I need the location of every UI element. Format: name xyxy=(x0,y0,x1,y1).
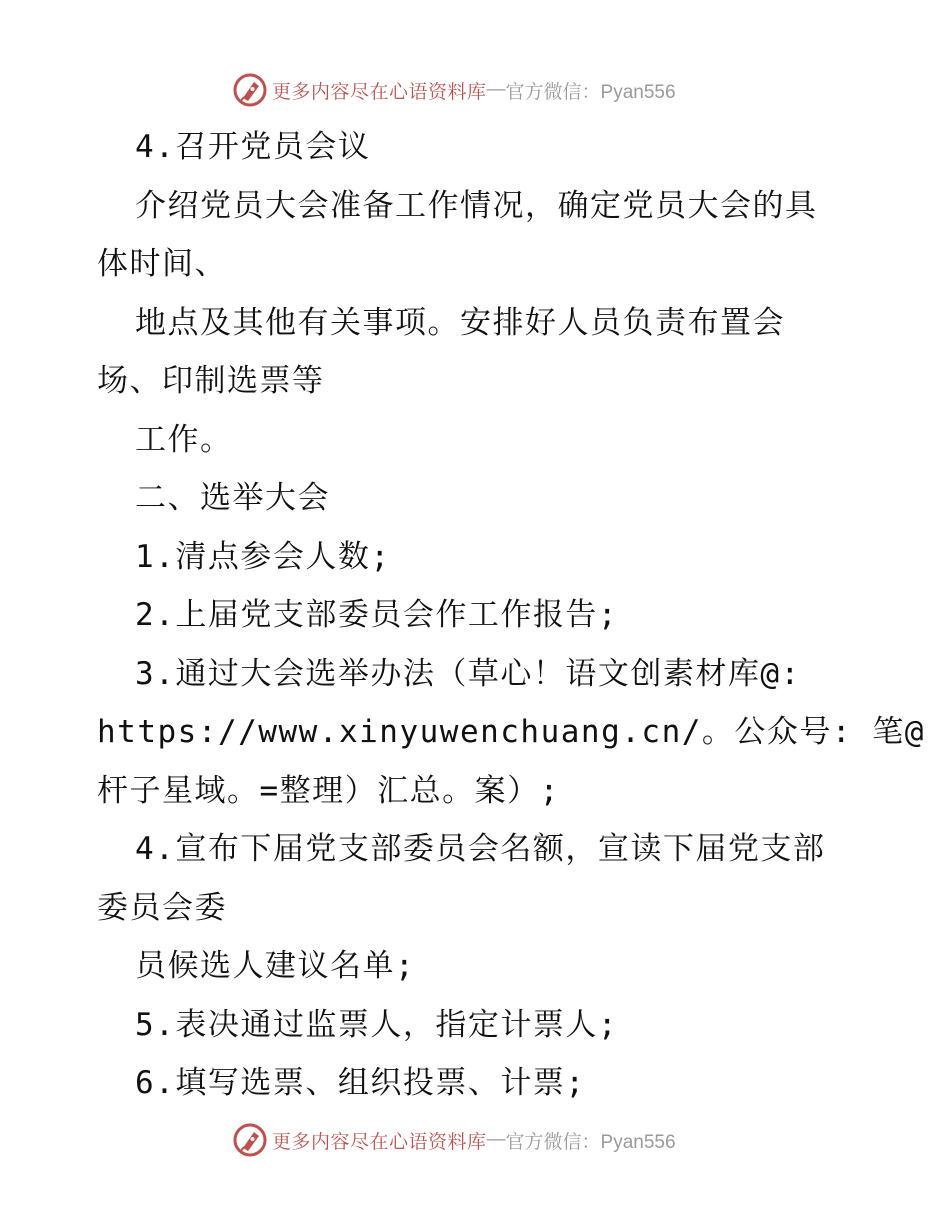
doc-line: 委员会委 xyxy=(97,889,227,926)
doc-line: 2.上届党支部委员会作工作报告; xyxy=(135,597,618,633)
doc-line: 二、选举大会 xyxy=(135,480,330,516)
doc-line: 工作。 xyxy=(135,421,233,458)
doc-line: 1.清点参会人数; xyxy=(135,538,391,575)
banner-separator: — xyxy=(486,1129,506,1150)
pen-nib-circle-icon xyxy=(232,1122,268,1158)
doc-line: 4.召开党员会议 xyxy=(135,129,371,165)
brand-text: 更多内容尽在心语资料库 xyxy=(272,1130,487,1153)
doc-line: 3.通过大会选举办法（草心！语文创素材库@: xyxy=(135,655,801,692)
doc-line: 员候选人建议名单; xyxy=(135,948,416,984)
doc-line: https://www.xinyuwenchuang.cn/。公众号: 笔@ xyxy=(97,714,925,750)
doc-line: 体时间、 xyxy=(97,246,227,282)
doc-line: 场、印制选票等 xyxy=(97,363,325,399)
banner-separator: — xyxy=(486,79,506,100)
doc-line: 介绍党员大会准备工作情况，确定党员大会的具 xyxy=(135,187,818,224)
doc-line: 6.填写选票、组织投票、计票; xyxy=(135,1065,586,1101)
brand-text: 更多内容尽在心语资料库 xyxy=(272,80,487,103)
header-banner xyxy=(232,70,676,110)
doc-line: 杆子星域。=整理）汇总。案）; xyxy=(97,772,560,809)
doc-line: 地点及其他有关事项。安排好人员负责布置会 xyxy=(135,304,785,341)
footer-banner xyxy=(232,1120,676,1160)
contact-text: 官方微信：Pyan556 xyxy=(505,1131,676,1153)
pen-nib-circle-icon xyxy=(232,72,268,108)
doc-line: 4.宣布下届党支部委员会名额，宣读下届党支部 xyxy=(135,831,826,867)
contact-text: 官方微信：Pyan556 xyxy=(505,81,676,103)
document-body xyxy=(97,118,925,1113)
doc-line: 5.表决通过监票人，指定计票人; xyxy=(135,1006,618,1043)
